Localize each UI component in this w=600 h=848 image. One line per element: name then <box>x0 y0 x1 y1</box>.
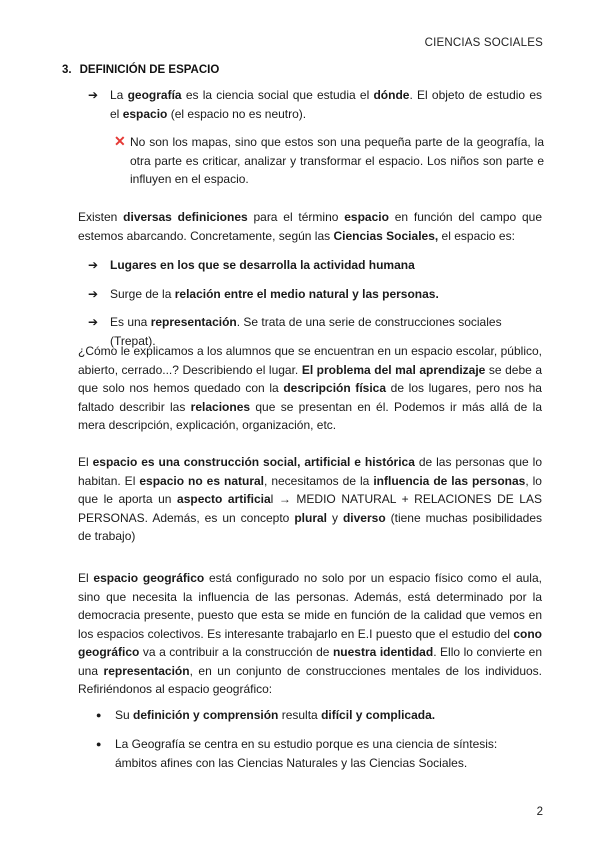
intro-note-text: No son los mapas, sino que estos son una pequeña parte de la geografía, la otra parte es criticar, analizar y transformar el espacio. Los niños son parte e influyen en el espacio. <box>130 135 544 186</box>
bullet-icon: ● <box>96 710 102 720</box>
definitions-paragraph: Existen diversas definiciones para el término espacio en función del campo que estemos abarcando. Concretamente, según las Ciencias Sociales, el espacio es: <box>78 210 543 243</box>
bullet-icon: ● <box>96 739 102 749</box>
intro-arrow-text: La geografía es la ciencia social que estudia el dónde. El objeto de estudio es el espacio (el espacio no es neutro). <box>110 88 542 121</box>
section-title: DEFINICIÓN DE ESPACIO <box>79 64 220 76</box>
geo-list-item-2: ● La Geografía se centra en su estudio porque es una ciencia de síntesis: ámbitos afines con las Ciencias Naturales y las Ciencias Sociales. <box>96 735 542 772</box>
geo-list-item-1: ● Su definición y comprensión resulta difícil y complicada. <box>96 706 542 725</box>
intro-note <box>114 133 544 189</box>
definitions-list-item-2: ➔ Surge de la relación entre el medio natural y las personas. <box>88 285 544 304</box>
arrow-icon: ➔ <box>88 88 99 102</box>
definitions-list-item-3: ➔ Es una representación. Se trata de una serie de construcciones sociales (Trepat). <box>88 313 544 350</box>
section-number: 3. <box>62 64 72 76</box>
running-header: CIENCIAS SOCIALES <box>424 37 543 49</box>
construction-paragraph: El espacio es una construcción social, artificial e histórica de las personas que lo habitan. El espacio no es natural, necesitamos de la influencia de las personas, lo que le aporta un aspecto artificial → MEDIO NATURAL + RELACIONES DE LAS PERSONAS. Además, es un concepto plural y diverso (tiene muchas posibilidades de trabajo) <box>78 455 543 543</box>
cross-mark-icon: ✕ <box>114 133 126 149</box>
section-heading <box>62 64 219 76</box>
definitions-list-item-1: ➔ Lugares en los que se desarrolla la actividad humana <box>88 256 544 275</box>
question-paragraph: ¿Cómo le explicamos a los alumnos que se encuentran en un espacio escolar, público, abierto, cerrado...? Describiendo el lugar. El problema del mal aprendizaje se debe a que solo nos hemos quedado con la descripción física de los lugares, pero nos ha faltado describir las relaciones que se presentan en él. Podemos ir más allá de la mera descripción, explicación, organización, etc. <box>78 344 543 432</box>
geographic-space-paragraph: El espacio geográfico está configurado no solo por un espacio físico como el aula, sino que necesita la influencia de las personas. Además, está determinado por la democracia presente, puesto que esta se mide en función de la calidad que vemos en los espacios colectivos. Es interesante trabajarlo en E.I puesto que el estudio del cono geográfico va a contribuir a la construcción de nuestra identidad. Ello lo convierte en una representación, en un conjunto de construcciones mentales de los individuos. Refiriéndonos al espacio geográfico: <box>78 571 543 696</box>
arrow-icon: ➔ <box>88 287 99 301</box>
arrow-icon: ➔ <box>88 258 99 272</box>
arrow-icon: ➔ <box>88 315 99 329</box>
intro-arrow-item <box>88 86 542 123</box>
page-number: 2 <box>536 806 543 818</box>
